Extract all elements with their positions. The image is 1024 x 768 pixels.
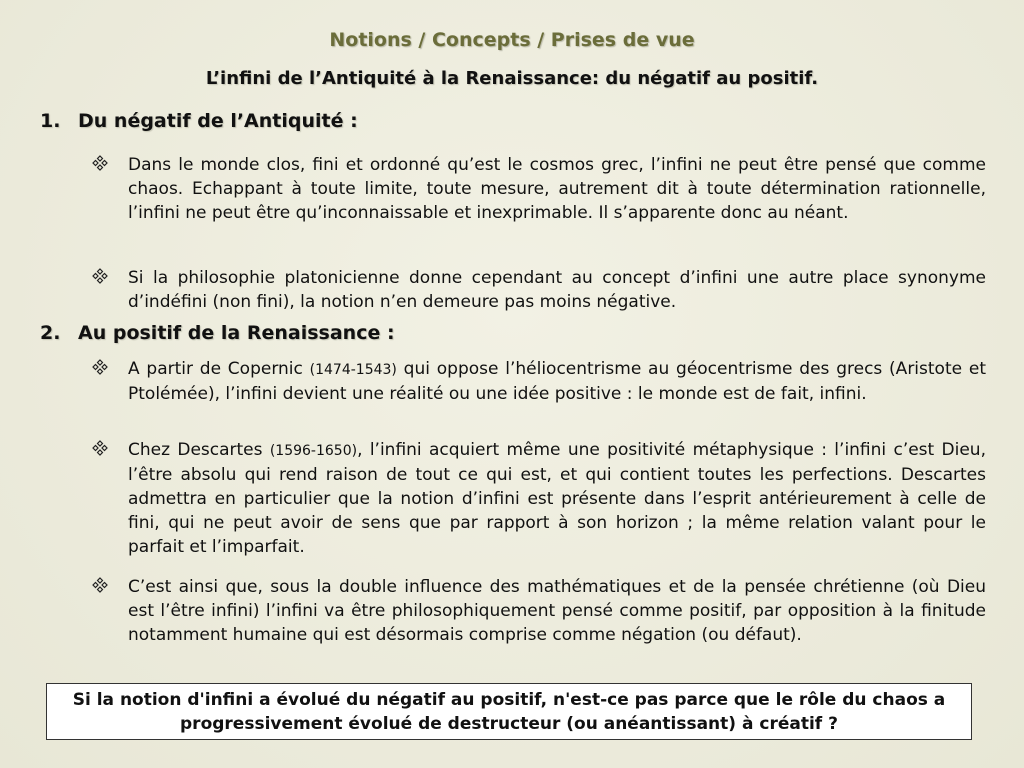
bullet-item xyxy=(92,266,986,314)
four-diamond-bullet-icon xyxy=(92,440,108,456)
bullet-item xyxy=(92,438,986,559)
bullet-item xyxy=(92,575,986,647)
section-number: 1. xyxy=(40,110,61,132)
bullet-text-part: , l’infini acquiert même une positivité métaphysique : l’infini c’est Dieu, l’être absolu qui rend raison de tout ce qui est, et qui contient toutes les perfections. Descartes admettra en particulier que la notion d’infini est présente dans l’esprit antérieurement à celle de fini, qui ne peut avoir de sens que par rapport à son horizon ; la même relation valant pour le parfait et l’imparfait. xyxy=(128,440,986,557)
four-diamond-bullet-icon xyxy=(92,359,108,375)
dates: (1596-1650) xyxy=(269,443,358,459)
section-heading-text: Du négatif de l’Antiquité : xyxy=(78,110,358,132)
section-heading-text: Au positif de la Renaissance : xyxy=(78,322,395,344)
bullet-item xyxy=(92,153,986,225)
slide-subtitle: L’infini de l’Antiquité à la Renaissance: du négatif au positif. xyxy=(205,68,819,89)
four-diamond-bullet-icon xyxy=(92,577,108,593)
four-diamond-bullet-icon xyxy=(92,155,108,171)
bullet-text: Si la philosophie platonicienne donne cependant au concept d’infini une autre place synonyme d’indéfini (non fini), la notion n’en demeure pas moins négative. xyxy=(128,268,986,312)
bullet-text xyxy=(128,357,986,406)
bullet-text-part: A partir de Copernic xyxy=(128,359,310,379)
section-heading-2 xyxy=(40,322,395,344)
bullet-item xyxy=(92,357,986,406)
bullet-text xyxy=(128,438,986,559)
bullet-text: Dans le monde clos, fini et ordonné qu’est le cosmos grec, l’infini ne peut être pensé que comme chaos. Echappant à toute limite, toute mesure, autrement dit à toute détermination rationnelle, l’infini ne peut être qu’inconnaissable et inexprimable. Il s’apparente donc au néant. xyxy=(128,155,986,223)
section-number: 2. xyxy=(40,322,61,344)
four-diamond-bullet-icon xyxy=(92,268,108,284)
section-heading-1 xyxy=(40,110,358,132)
conclusion-box: Si la notion d'infini a évolué du négatif au positif, n'est-ce pas parce que le rôle du chaos a progressivement évolué de destructeur (ou anéantissant) à créatif ? xyxy=(46,683,972,740)
bullet-text: C’est ainsi que, sous la double influence des mathématiques et de la pensée chrétienne (où Dieu est l’être infini) l’infini va être philosophiquement pensé comme positif, par opposition à la finitude notamment humaine qui est désormais comprise comme négation (ou défaut). xyxy=(128,577,986,645)
slide-top-title: Notions / Concepts / Prises de vue xyxy=(329,29,695,51)
bullet-text-part: qui oppose l’héliocentrisme au géocentrisme des grecs (Aristote et Ptolémée), l’infini devient une réalité ou une idée positive : le monde est de fait, infini. xyxy=(128,359,986,404)
bullet-text-part: Chez Descartes xyxy=(128,440,270,460)
dates: (1474-1543) xyxy=(309,362,397,378)
